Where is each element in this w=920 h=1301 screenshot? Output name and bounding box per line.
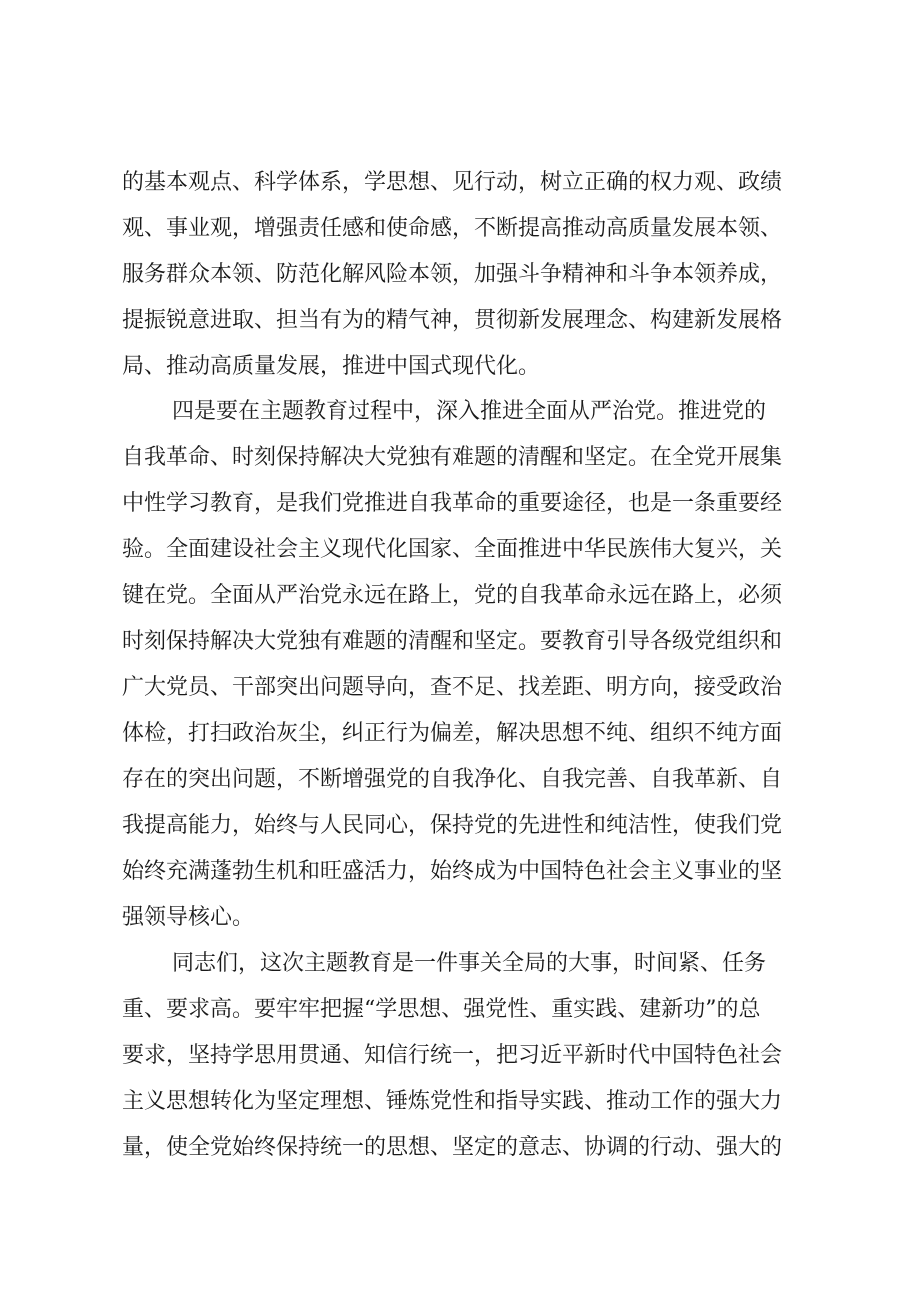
paragraph-line: 存在的突出问题，不断增强党的自我净化、自我完善、自我革新、自 bbox=[122, 767, 783, 792]
paragraph-line: 观、事业观，增强责任感和使命感，不断提高推动高质量发展本领、 bbox=[122, 216, 783, 241]
paragraph-line: 提振锐意进取、担当有为的精气神，贯彻新发展理念、构建新发展格 bbox=[122, 308, 783, 333]
paragraph-line: 重、要求高。要牢牢把握“学思想、强党性、重实践、建新功”的总 bbox=[122, 997, 761, 1022]
paragraph-line: 中性学习教育，是我们党推进自我革命的重要途径，也是一条重要经 bbox=[122, 491, 783, 516]
paragraph-line: 同志们，这次主题教育是一件事关全局的大事，时间紧、任务 bbox=[172, 951, 767, 976]
paragraph-line: 的基本观点、科学体系，学思想、见行动，树立正确的权力观、政绩 bbox=[122, 170, 783, 195]
paragraph-line: 局、推动高质量发展，推进中国式现代化。 bbox=[122, 354, 541, 379]
paragraph-line: 四是要在主题教育过程中，深入推进全面从严治党。推进党的 bbox=[172, 399, 767, 424]
paragraph-line: 键在党。全面从严治党永远在路上，党的自我革命永远在路上，必须 bbox=[122, 583, 783, 608]
paragraph-line: 广大党员、干部突出问题导向，查不足、找差距、明方向，接受政治 bbox=[122, 675, 783, 700]
paragraph-line: 我提高能力，始终与人民同心，保持党的先进性和纯洁性，使我们党 bbox=[122, 813, 783, 838]
paragraph-line: 服务群众本领、防范化解风险本领，加强斗争精神和斗争本领养成， bbox=[122, 262, 783, 287]
paragraph-line: 量，使全党始终保持统一的思想、坚定的意志、协调的行动、强大的 bbox=[122, 1135, 783, 1160]
paragraph-line: 时刻保持解决大党独有难题的清醒和坚定。要教育引导各级党组织和 bbox=[122, 629, 783, 654]
paragraph-line: 验。全面建设社会主义现代化国家、全面推进中华民族伟大复兴，关 bbox=[122, 537, 783, 562]
paragraph-line: 始终充满蓬勃生机和旺盛活力，始终成为中国特色社会主义事业的坚 bbox=[122, 859, 783, 884]
paragraph-line: 体检，打扫政治灰尘，纠正行为偏差，解决思想不纯、组织不纯方面 bbox=[122, 721, 783, 746]
paragraph-line: 要求，坚持学思用贯通、知信行统一，把习近平新时代中国特色社会 bbox=[122, 1043, 783, 1068]
paragraph-line: 强领导核心。 bbox=[122, 905, 255, 930]
paragraph-line: 自我革命、时刻保持解决大党独有难题的清醒和坚定。在全党开展集 bbox=[122, 445, 783, 470]
paragraph-line: 主义思想转化为坚定理想、锤炼党性和指导实践、推动工作的强大力 bbox=[122, 1089, 783, 1114]
